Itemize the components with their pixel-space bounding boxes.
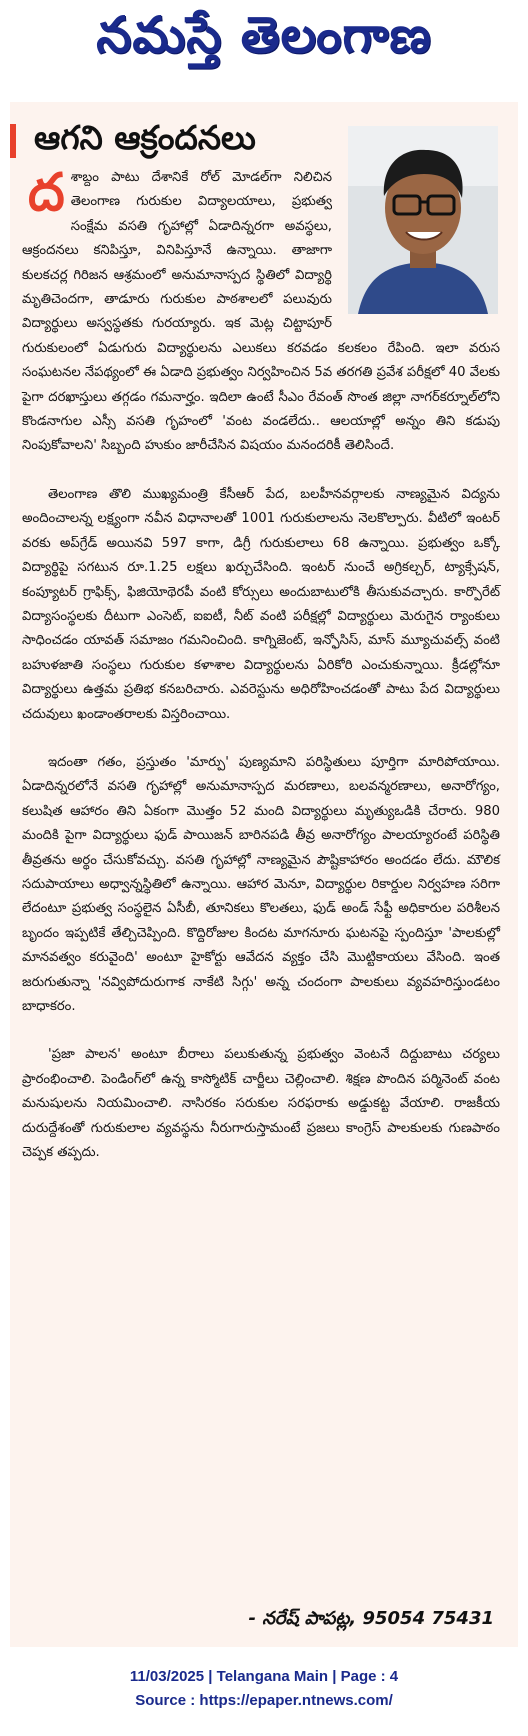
- paragraph-gap: [22, 459, 500, 483]
- footer-date-line: 11/03/2025 | Telangana Main | Page : 4: [129, 1668, 399, 1685]
- dropcap: ద: [28, 163, 65, 223]
- paragraph-2: తెలంగాణ తొలి ముఖ్యమంత్రి కేసీఆర్ పేద, బలహీనవర్గాలకు నాణ్యమైన విద్యను అందించాలన్న లక్ష్యంగా నవీన విధానాలతో 1001 గురుకులాలను నెలకొల్పారు. వీటిలో ఇంటర్ వరకు అప్‌గ్రేడ్ అయినవి 597 కాగా, డిగ్రీ గురుకులాలు 68 ఉన్నాయి. ప్రభుత్వం ఒక్కో విద్యార్థిపై సగటున రూ.1.25 లక్షలు ఖర్చుచేసింది. ఇంటర్ నుంచే అగ్రికల్చర్, ట్యాక్సేషన్, కంప్యూటర్ గ్రాఫిక్స్, ఫిజియోథెరపీ వంటి కోర్సులు అందుబాటులోకి తీసుకువచ్చారు. కార్పొరేట్ విద్యాసంస్థలకు దీటుగా ఎంసెట్, ఐఐటీ, నీట్ వంటి పరీక్షల్లో విద్యార్థులు మెరుగైన ర్యాంకులు సాధించడం యావత్ సమాజం గమనించింది. కాగ్నిజెంట్, ఇన్ఫోసిస్, మాస్ మ్యూచువల్స్ వంటి బహుళజాతి సంస్థలు గురుకుల కళాశాల విద్యార్థులను ఏరికోరి ఎంచుకున్నాయి. క్రీడల్లోనూ విద్యార్థులు ఉత్తమ ప్రతిభ కనబరిచారు. ఎవరెస్టును అధిరోహించడంతో పాటు పేద విద్యార్థులు చదువులు ఖండాంతరాలకు విస్తరించాయి.: [22, 486, 500, 722]
- paragraph-4: 'ప్రజా పాలన' అంటూ బీరాలు పలుకుతున్న ప్రభుత్వం వెంటనే దిద్దుబాటు చర్యలు ప్రారంభించాలి. పెండింగ్‌లో ఉన్న కాస్మోటిక్ చార్జీలు చెల్లించాలి. శిక్షణ పొందిన పర్మినెంట్ వంట మనుషులను నియమించాలి. నాసిరకం సరుకుల సరఫరాకు అడ్డుకట్ట వేయాలి. రాజకీయ దురుద్దేశంతో గురుకులాల వ్యవస్థను నీరుగారుస్తామంటే ప్రజలు కాంగ్రెస్ పాలకులకు గుణపాఠం చెప్పక తప్పదు.: [22, 1047, 500, 1161]
- footer-source-line: Source : https://epaper.ntnews.com/: [135, 1692, 393, 1709]
- masthead: [0, 0, 528, 82]
- heading-accent-bar: [10, 124, 16, 158]
- paragraph-gap: [22, 1019, 500, 1043]
- author-signature: - నరేష్ పాపట్ల, 95054 75431: [248, 1608, 494, 1629]
- masthead-title: నమస్తే తెలంగాణ: [96, 6, 432, 64]
- photo-wrap-spacer: [332, 166, 500, 316]
- paragraph-3: ఇదంతా గతం, ప్రస్తుతం 'మార్పు' పుణ్యమాని పరిస్థితులు పూర్తిగా మారిపోయాయి. ఏడాదిన్నరలోనే వసతి గృహాల్లో అనుమానాస్పద మరణాలు, బలవన్మరణాలు, అనారోగ్యం, కలుషిత ఆహారం తిని ఏకంగా మొత్తం 52 మంది విద్యార్థులు మృత్యుఒడికి చేరారు. 980 మందికి పైగా విద్యార్థులు ఫుడ్ పాయిజన్ బారినపడి తీవ్ర అనారోగ్యం పాలయ్యారంటే పరిస్థితి తీవ్రతను అర్థం చేసుకోవచ్చు. వసతి గృహాల్లో నాణ్యమైన పౌష్టికాహారం అందడం లేదు. మౌలిక సదుపాయాలు అధ్వాన్నస్థితిలో ఉన్నాయి. ఆహార మెనూ, విద్యార్థుల రికార్డుల నిర్వహణ సరిగా లేదంటూ ప్రభుత్వ సంస్థలైన ఏసీబీ, తూనికలు కొలతలు, ఫుడ్ అండ్ సేఫ్టీ అధికారుల పరిశీలన బృందం ఇప్పటికే తేల్చిచెప్పింది. కొద్దిరోజుల కిందట మాగనూరు ఘటనపై స్పందిస్తూ 'పాలకుల్లో మానవత్వం కరువైంది' అంటూ హైకోర్టు ఆవేదన వ్యక్తం చేసి మొట్టికాయలు వేసింది. ఇంత జరుగుతున్నా 'నవ్విపోదురుగాక నాకేటి సిగ్గు' అన్న చందంగా పాలకులు వ్యవహరిస్తుండటం బాధాకరం.: [22, 754, 500, 1014]
- paragraph-1-text: శాబ్దం పాటు దేశానికే రోల్ మోడల్‌గా నిలిచిన తెలంగాణ గురుకుల విద్యాలయాలు, ప్రభుత్వ సంక్షేమ వసతి గృహాల్లో ఏడాదిన్నరగా అవస్థలు, ఆక్రందనలు కనిపిస్తూ, వినిపిస్తూనే ఉన్నాయి. తాజాగా కులకచర్ల గిరిజన ఆశ్రమంలో అనుమానాస్పద స్థితిలో విద్యార్థి మృతిచెందగా, తాడూరు గురుకుల పాఠశాలలో పలువురు విద్యార్థులు అస్వస్థతకు గురయ్యారు. ఇక మెట్ల చిట్టాపూర్ గురుకులంలో ఏడుగురు విద్యార్థులను ఎలుకలు కరవడం కలకలం రేపింది. ఇలా వరుస సంఘటనల నేపథ్యంలో ఈ ఏడాది ప్రభుత్వం నిర్వహించిన 5వ తరగతి ప్రవేశ పరీక్షలో 40 వేలకు పైగా దరఖాస్తులు తగ్గడం గమనార్హం. ఇదిలా ఉంటే సీఎం రేవంత్ సొంత జిల్లా నాగర్‌కర్నూల్‌లోని కొండనాగుల ఎస్సీ వసతి గృహంలో 'వంట వండలేదు.. ఆలయాల్లో అన్నం తిని కడుపు నింపుకోవాలని' సిబ్బంది హుకుం జారీచేసిన విషయం మనందరికీ తెలిసిందే.: [22, 170, 500, 454]
- article-body: [22, 163, 500, 1165]
- paragraph-gap: [22, 727, 500, 751]
- article-heading: ఆగని ఆక్రందనలు: [34, 118, 256, 157]
